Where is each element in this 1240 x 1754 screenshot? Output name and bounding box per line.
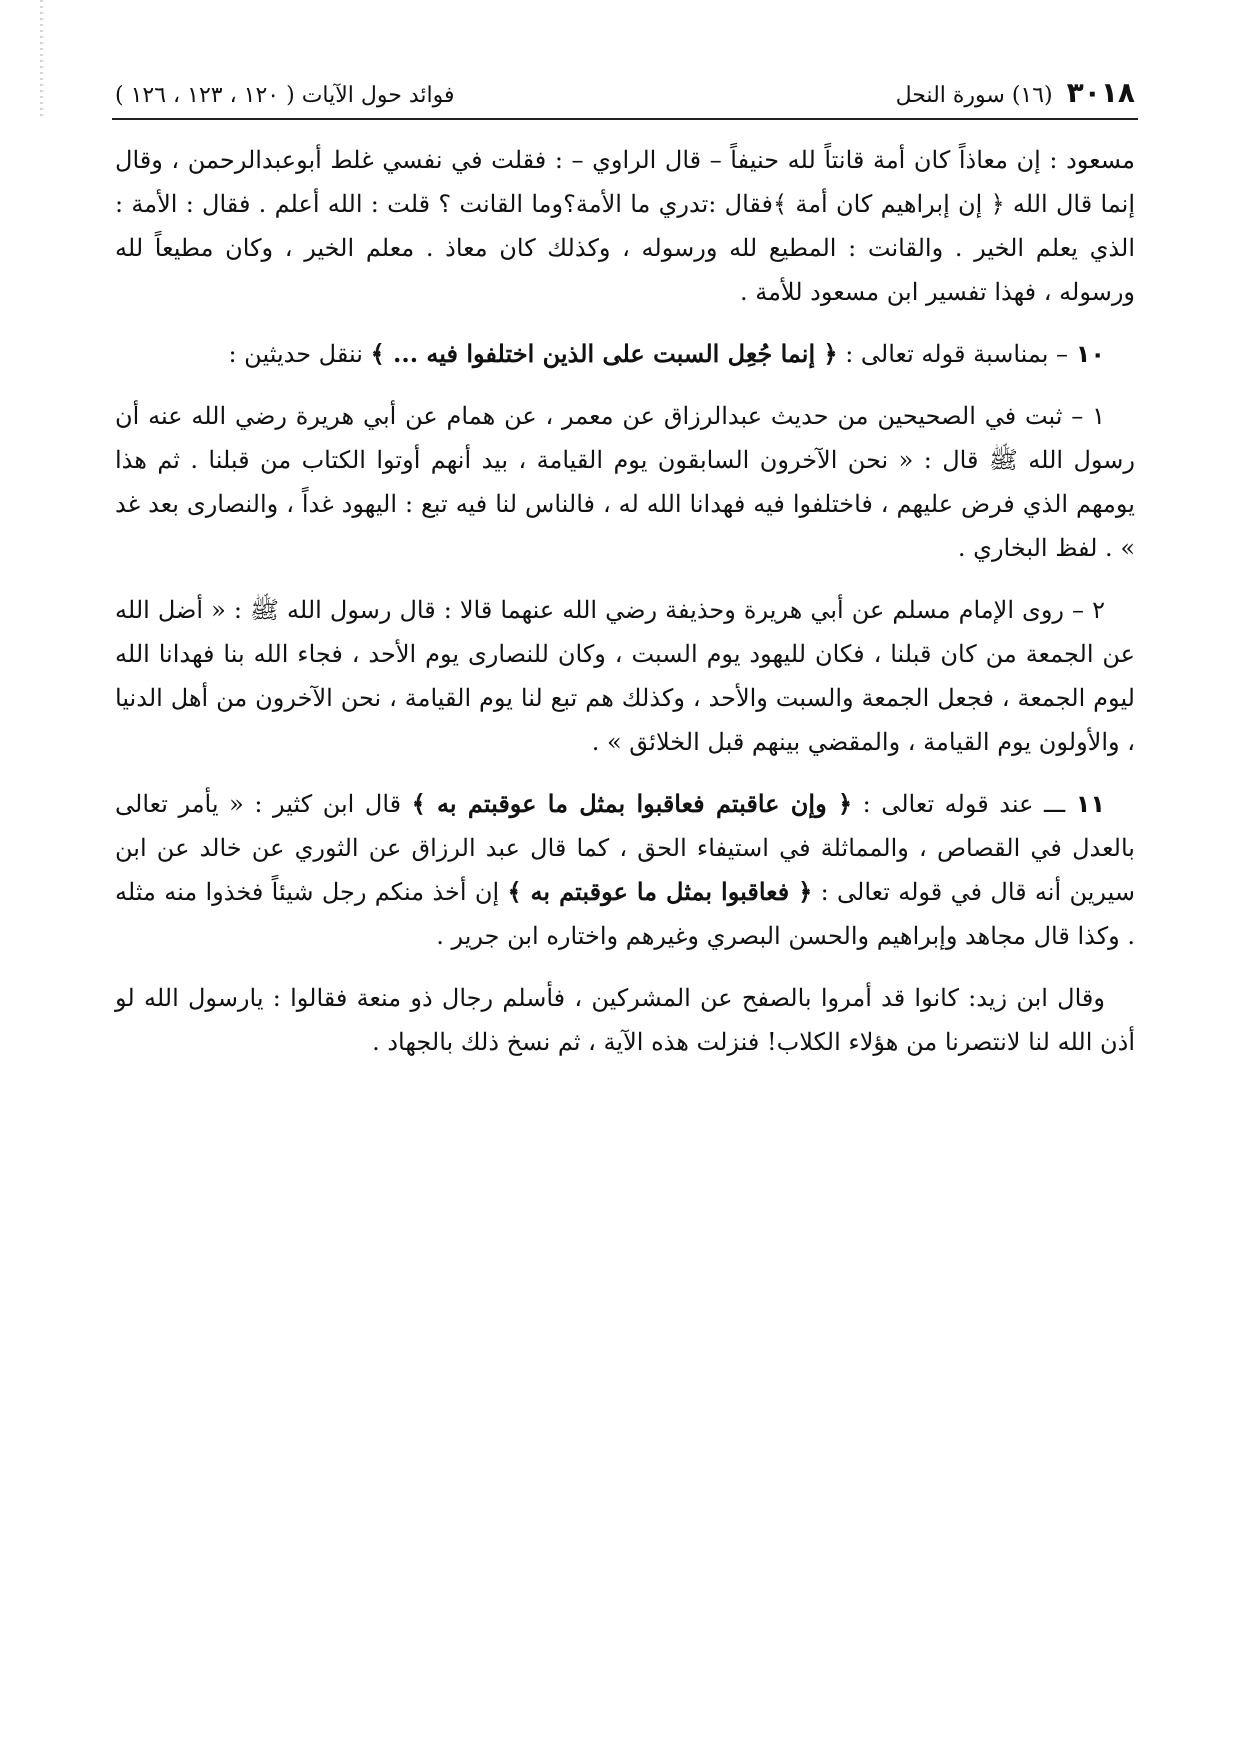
page-header <box>115 76 1135 116</box>
running-title: فوائد حول الآيات ( ١٢٠ ، ١٢٣ ، ١٢٦ ) <box>115 83 455 108</box>
section-11-number: ١١ <box>1075 790 1105 818</box>
surah-name: (١٦) سورة النحل <box>895 83 1053 108</box>
section-11-verse-2: ﴿ فعاقبوا بمثل ما عوقبتم به ﴾ <box>507 877 813 906</box>
section-10-intro: – بمناسبة قوله تعالى : <box>837 340 1069 368</box>
hadith-2: ٢ – روى الإمام مسلم عن أبي هريرة وحذيفة رضي الله عنهما قالا : قال رسول الله ﷺ : « أضل الله عن الجمعة من كان قبلنا ، فكان لليهود يوم السبت ، وكان للنصارى يوم الأحد ، فجاء الله بنا فهدانا الله ليوم الجمعة ، فجعل الجمعة والسبت والأحد ، وكذلك هم تبع لنا يوم القيامة ، نحن الآخرون من أهل الدنيا ، والأولون يوم القيامة ، والمقضي بينهم قبل الخلائق » . <box>115 596 1135 756</box>
paragraph-ibn-zaid: وقال ابن زيد: كانوا قد أمروا بالصفح عن المشركين ، فأسلم رجال ذو منعة فقالوا : يارسول الله لو أذن الله لنا لانتصرنا من هؤلاء الكلاب! فنزلت هذه الآية ، ثم نسخ ذلك بالجهاد . <box>115 984 1135 1056</box>
section-11-end: إن أخذ منكم رجل شيئاً فخذوا منه مثله . وكذا قال مجاهد وإبراهيم والحسن البصري وغيرهم واختاره ابن جرير . <box>115 878 1135 950</box>
section-11-intro: ـــ عند قوله تعالى : <box>852 790 1066 818</box>
scan-edge-mark <box>40 0 43 120</box>
hadith-1: ١ – ثبت في الصحيحين من حديث عبدالرزاق عن معمر ، عن همام عن أبي هريرة رضي الله عنه أن رسول الله ﷺ قال : « نحن الآخرون السابقون يوم القيامة ، بيد أنهم أوتوا الكتاب من قبلنا . ثم هذا يومهم الذي فرض عليهم ، فاختلفوا فيه فهدانا الله له ، فالناس لنا فيه تبع : اليهود غداً ، والنصارى بعد غد » . لفظ البخاري . <box>115 402 1135 562</box>
paragraph-ibn-masud: مسعود : إن معاذاً كان أمة قانتاً لله حنيفاً – قال الراوي – : فقلت في نفسي غلط أبوعبدالرحمن ، وقال إنما قال الله ﴿ إن إبراهيم كان أمة ﴾فقال :تدري ما الأمة؟وما القانت ؟ قلت : الله أعلم . فقال : الأمة : الذي يعلم الخير . والقانت : المطيع لله ورسوله ، وكذلك كان معاذ . معلم الخير ، وكان مطيعاً لله ورسوله ، فهذا تفسير ابن مسعود للأمة . <box>115 146 1135 306</box>
section-11-verse: ﴿ وإن عاقبتم فعاقبوا بمثل ما عوقبتم به ﴾ <box>411 789 853 818</box>
section-10 <box>115 332 1135 376</box>
section-11 <box>115 782 1135 958</box>
page-body <box>115 138 1135 1082</box>
header-right-group <box>896 76 1135 109</box>
section-10-verse: ﴿ إنما جُعِل السبت على الذين اختلفوا فيه ... ﴾ <box>370 339 838 368</box>
section-11-middle: قال ابن كثير : « يأمر تعالى بالعدل في القصاص ، والمماثلة في استيفاء الحق ، كما قال عبد الرزاق عن الثوري عن خالد عن ابن سيرين أنه قال في قوله تعالى : <box>115 790 1135 906</box>
header-rule <box>112 118 1138 120</box>
section-10-number: ١٠ <box>1075 340 1105 368</box>
section-10-rest: ننقل حديثين : <box>228 340 363 368</box>
page-number: ٣٠١٨ <box>1066 76 1135 109</box>
